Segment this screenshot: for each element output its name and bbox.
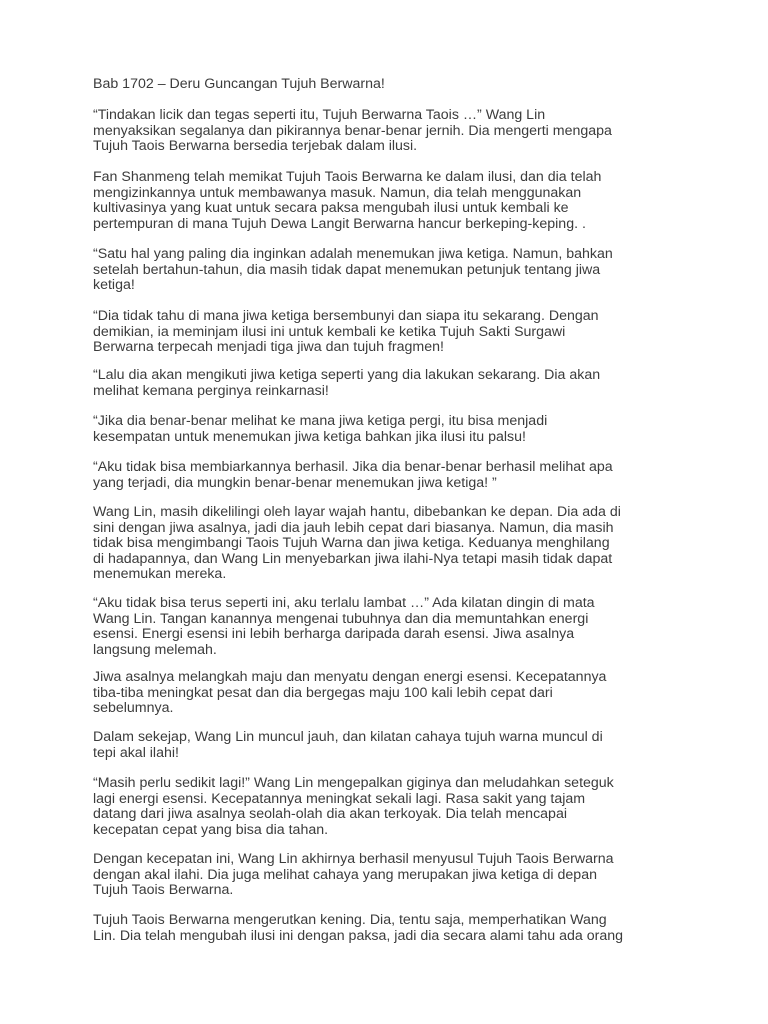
text-line: lagi energi esensi. Kecepatannya meningkat sekali lagi. Rasa sakit yang tajam: [93, 790, 586, 807]
text-line: tidak bisa mengimbangi Taois Tujuh Warna dan jiwa ketiga. Keduanya menghilang: [93, 535, 610, 552]
paragraph-8: [93, 505, 713, 583]
paragraph-7: [93, 460, 713, 491]
text-line: mengizinkannya untuk membawanya masuk. Namun, dia telah menggunakan: [93, 184, 582, 201]
text-line: Dalam sekejap, Wang Lin muncul jauh, dan kilatan cahaya tujuh warna muncul di: [93, 729, 603, 745]
text-line: Berwarna terpecah menjadi tiga jiwa dan tujuh fragmen!: [93, 339, 444, 356]
paragraph-12: [93, 776, 713, 838]
text-line: menyaksikan segalanya dan pikirannya benar-benar jernih. Dia mengerti mengapa: [93, 122, 612, 139]
text-line: “Dia tidak tahu di mana jiwa ketiga bersembunyi dan siapa itu sekarang. Dengan: [93, 308, 599, 324]
text-line: Jiwa asalnya melangkah maju dan menyatu dengan energi esensi. Kecepatannya: [93, 669, 607, 685]
text-line: “Tindakan licik dan tegas seperti itu, Tujuh Berwarna Taois …” Wang Lin: [93, 107, 546, 123]
text-line: pertempuran di mana Tujuh Dewa Langit Berwarna hancur berkeping-keping. .: [93, 215, 586, 232]
text-line: ketiga!: [93, 277, 135, 294]
text-line: “Masih perlu sedikit lagi!” Wang Lin mengepalkan giginya dan meludahkan seteguk: [93, 775, 614, 791]
text-line: esensi. Energi esensi ini lebih berharga daripada darah esensi. Jiwa asalnya: [93, 626, 575, 643]
text-line: setelah bertahun-tahun, dia masih tidak dapat menemukan petunjuk tentang jiwa: [93, 261, 601, 278]
text-line: demikian, ia meminjam ilusi ini untuk kembali ke ketika Tujuh Sakti Surgawi: [93, 323, 566, 340]
text-line: melihat kemana perginya reinkarnasi!: [93, 382, 329, 399]
text-line: “Aku tidak bisa terus seperti ini, aku terlalu lambat …” Ada kilatan dingin di mata: [93, 595, 595, 611]
paragraph-4: [93, 309, 713, 356]
text-line: Fan Shanmeng telah memikat Tujuh Taois Berwarna ke dalam ilusi, dan dia telah: [93, 169, 602, 185]
text-line: “Lalu dia akan mengikuti jiwa ketiga seperti yang dia lakukan sekarang. Dia akan: [93, 367, 601, 383]
text-line: yang terjadi, dia mungkin benar-benar menemukan jiwa ketiga! ”: [93, 474, 497, 491]
chapter-title: [93, 77, 713, 93]
text-line: Dengan kecepatan ini, Wang Lin akhirnya berhasil menyusul Tujuh Taois Berwarna: [93, 851, 614, 867]
text-line: Tujuh Taois Berwarna bersedia terjebak dalam ilusi.: [93, 138, 418, 155]
text-line: kecepatan cepat yang bisa dia tahan.: [93, 821, 329, 838]
paragraph-10: [93, 670, 713, 717]
paragraph-6: [93, 414, 713, 445]
text-line: di hadapannya, dan Wang Lin menyebarkan jiwa ilahi-Nya tetapi masih tidak dapat: [93, 550, 613, 567]
text-line: Wang Lin, masih dikelilingi oleh layar wajah hantu, dibebankan ke depan. Dia ada di: [93, 504, 621, 520]
text-line: menemukan mereka.: [93, 566, 227, 583]
paragraph-1: [93, 108, 713, 155]
paragraph-5: [93, 368, 713, 399]
text-line: sebelumnya.: [93, 700, 174, 717]
text-line: tiba-tiba meningkat pesat dan dia bergegas maju 100 kali lebih cepat dari: [93, 684, 553, 701]
paragraph-3: [93, 247, 713, 294]
paragraph-14: [93, 913, 713, 944]
paragraph-11: [93, 730, 713, 761]
text-line: datang dari jiwa asalnya seolah-olah dia akan terkoyak. Dia telah mencapai: [93, 806, 567, 823]
text-line: Wang Lin. Tangan kanannya mengenai tubuhnya dan dia memuntahkan energi: [93, 610, 589, 627]
text-line: dengan akal ilahi. Dia juga melihat cahaya yang merupakan jiwa ketiga di depan: [93, 866, 597, 883]
paragraph-9: [93, 596, 713, 658]
text-line: sini dengan jiwa asalnya, jadi dia jauh lebih cepat dari biasanya. Namun, dia masih: [93, 519, 614, 536]
paragraph-13: [93, 852, 713, 899]
text-line: “Satu hal yang paling dia inginkan adalah menemukan jiwa ketiga. Namun, bahkan: [93, 246, 613, 262]
chapter-title-text: Bab 1702 – Deru Guncangan Tujuh Berwarna!: [93, 76, 385, 92]
text-line: Tujuh Taois Berwarna mengerutkan kening. Dia, tentu saja, memperhatikan Wang: [93, 912, 607, 928]
text-line: Lin. Dia telah mengubah ilusi ini dengan paksa, jadi dia secara alami tahu ada orang: [93, 927, 624, 944]
text-line: Tujuh Taois Berwarna.: [93, 882, 234, 899]
text-line: “Aku tidak bisa membiarkannya berhasil. Jika dia benar-benar berhasil melihat apa: [93, 459, 613, 475]
paragraph-2: [93, 170, 713, 232]
text-line: kesempatan untuk menemukan jiwa ketiga bahkan jika ilusi itu palsu!: [93, 428, 526, 445]
text-line: langsung melemah.: [93, 641, 217, 658]
text-line: “Jika dia benar-benar melihat ke mana jiwa ketiga pergi, itu bisa menjadi: [93, 413, 548, 429]
text-line: tepi akal ilahi!: [93, 744, 179, 761]
text-line: kultivasinya yang kuat untuk secara paksa mengubah ilusi untuk kembali ke: [93, 200, 569, 217]
